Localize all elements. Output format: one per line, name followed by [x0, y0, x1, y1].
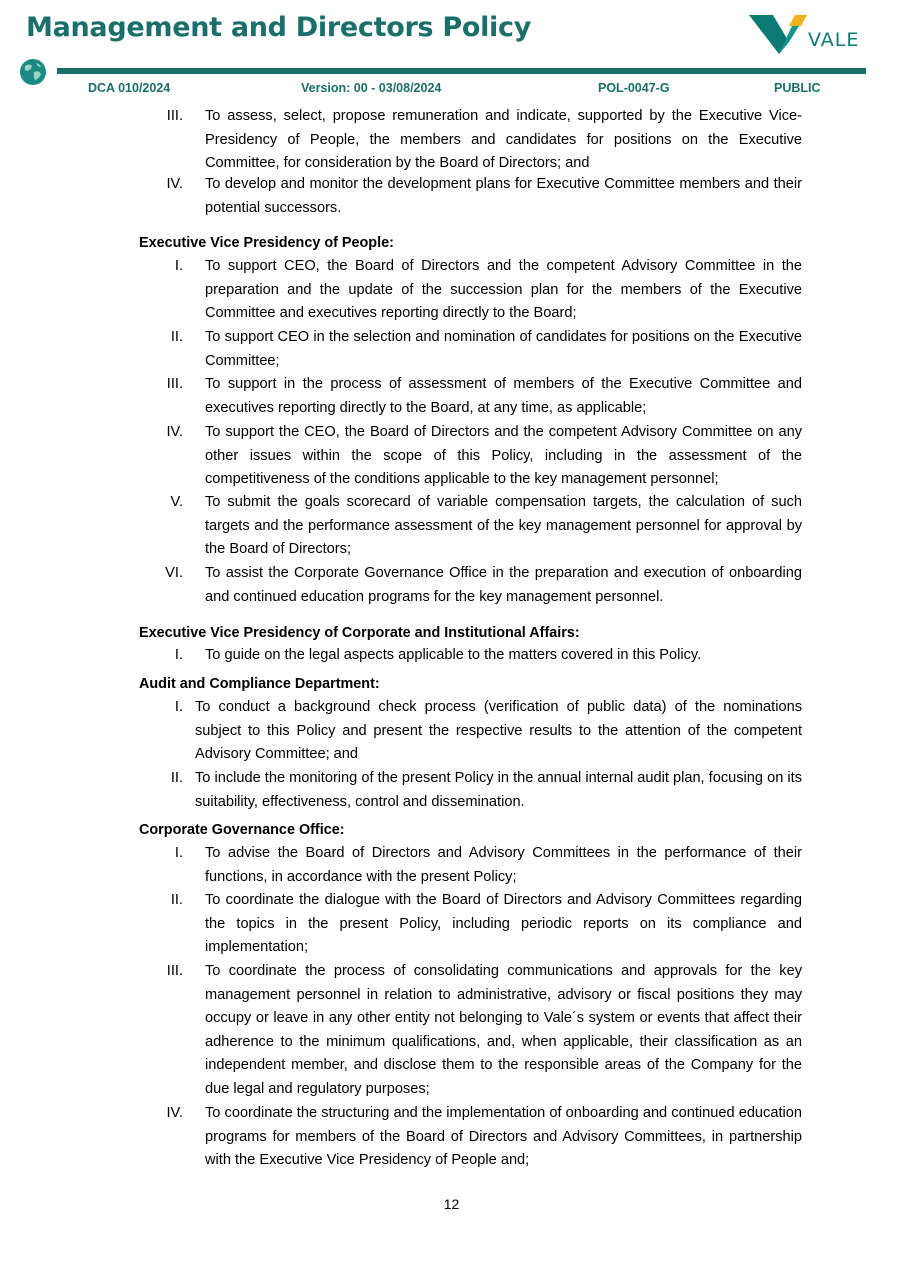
- doc-code: DCA 010/2024: [88, 81, 171, 95]
- section-heading-corporate-affairs: Executive Vice Presidency of Corporate and Institutional Affairs:: [139, 625, 580, 641]
- header-rule: [57, 68, 866, 74]
- section-heading-audit: Audit and Compliance Department:: [139, 676, 380, 692]
- document-title: Management and Directors Policy: [26, 12, 532, 43]
- section-heading-governance: Corporate Governance Office:: [139, 822, 345, 838]
- section-heading-people: Executive Vice Presidency of People:: [139, 235, 394, 251]
- classification-label: PUBLIC: [774, 81, 821, 95]
- doc-version: Version: 00 - 03/08/2024: [301, 81, 442, 95]
- logo-wordmark: VALE: [808, 29, 860, 51]
- policy-code: POL-0047-G: [598, 81, 670, 95]
- page-number: 12: [443, 1196, 460, 1212]
- globe-icon: [19, 58, 47, 86]
